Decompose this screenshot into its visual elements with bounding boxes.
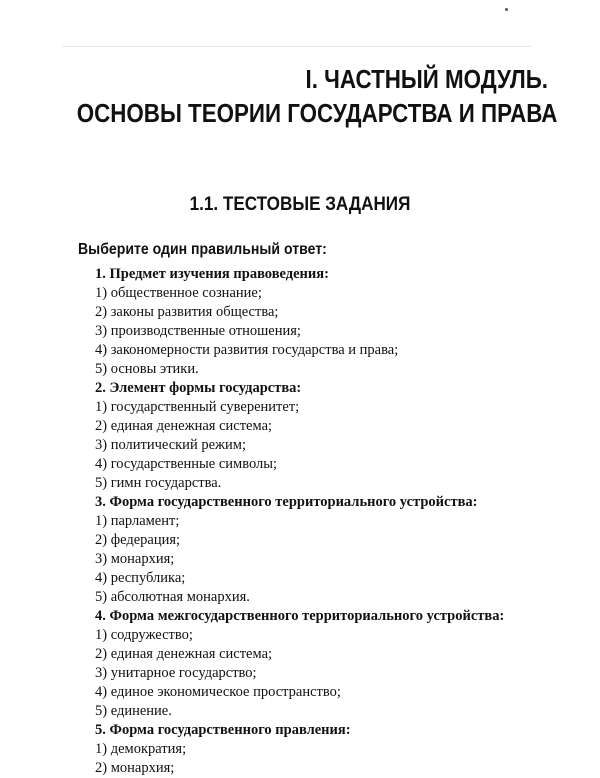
question-heading: 2. Элемент формы государства: <box>95 380 302 396</box>
answer-option: 3) производственные отношения; <box>95 323 301 339</box>
answer-option: 4) государственные символы; <box>95 456 278 472</box>
chapter-title-line-2: ОСНОВЫ ТЕОРИИ ГОСУДАРСТВА И ПРАВА <box>76 98 558 128</box>
section-title: 1.1. ТЕСТОВЫЕ ЗАДАНИЯ <box>189 194 411 215</box>
answer-option: 1) содружество; <box>95 627 193 643</box>
chapter-title-line-1: I. ЧАСТНЫЙ МОДУЛЬ. <box>305 64 548 94</box>
answer-option: 5) гимн государства. <box>95 475 222 491</box>
answer-option: 1) демократия; <box>95 741 187 757</box>
print-speck <box>505 8 508 11</box>
answer-option: 2) единая денежная система; <box>95 418 273 434</box>
question-list <box>95 265 555 778</box>
answer-option: 5) единение. <box>95 703 172 719</box>
answer-option: 1) парламент; <box>95 513 180 529</box>
answer-option: 1) государственный суверенитет; <box>95 399 300 415</box>
answer-option: 2) единая денежная система; <box>95 646 273 662</box>
answer-option: 2) монархия; <box>95 760 175 776</box>
question-heading: 1. Предмет изучения правоведения: <box>95 266 329 282</box>
answer-option: 4) единое экономическое пространство; <box>95 684 341 700</box>
chapter-title <box>76 62 558 130</box>
question-heading: 5. Форма государственного правления: <box>95 722 351 738</box>
answer-option: 4) закономерности развития государства и права; <box>95 342 399 358</box>
answer-option: 2) законы развития общества; <box>95 304 279 320</box>
instruction-text: Выберите один правильный ответ: <box>78 241 327 258</box>
answer-option: 1) общественное сознание; <box>95 285 262 301</box>
bleed-through-header-rule <box>62 46 532 47</box>
answer-option: 5) основы этики. <box>95 361 199 377</box>
question-heading: 4. Форма межгосударственного территориального устройства: <box>95 608 505 624</box>
answer-option: 5) абсолютная монархия. <box>95 589 250 605</box>
answer-option: 3) монархия; <box>95 551 175 567</box>
answer-option: 3) политический режим; <box>95 437 246 453</box>
answer-option: 3) унитарное государство; <box>95 665 257 681</box>
answer-option: 2) федерация; <box>95 532 181 548</box>
answer-option: 4) республика; <box>95 570 186 586</box>
question-heading: 3. Форма государственного территориального устройства: <box>95 494 478 510</box>
